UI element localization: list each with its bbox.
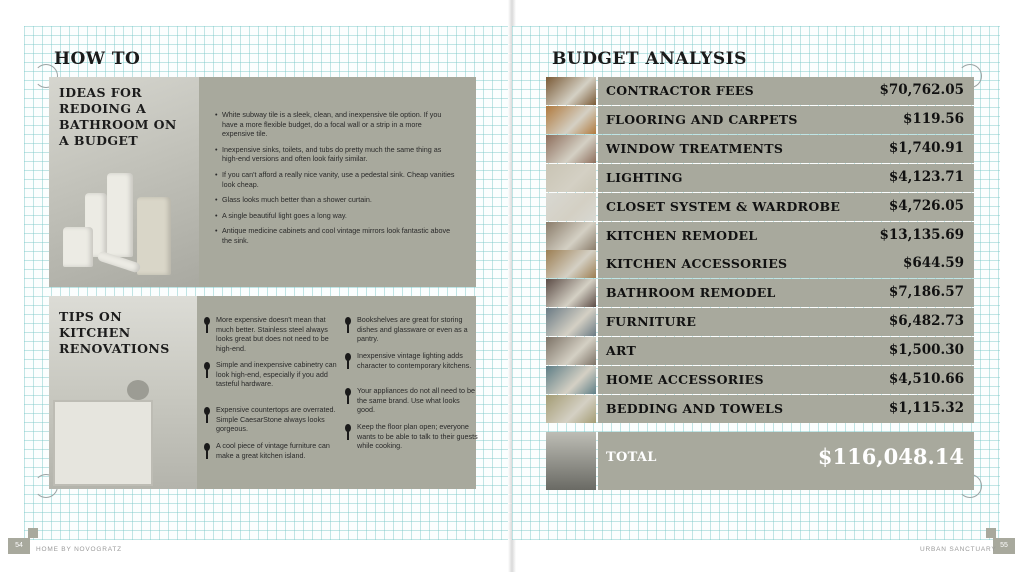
budget-bar [598,395,974,423]
bottle-image [137,197,171,275]
budget-thumbnail-image [546,337,596,365]
budget-bar [598,135,974,163]
total-label: TOTAL [606,450,657,465]
budget-thumbnail-image [546,279,596,307]
spoon-bullet-icon [345,317,351,333]
kitchen-panel [49,296,476,489]
budget-bar [598,279,974,307]
page-heading-how-to: HOW TO [54,49,141,69]
total-thumbnail-image [546,432,596,490]
budget-bar [598,222,974,250]
budget-item-amount: $4,726.05 [888,197,964,214]
budget-item-label: HOME ACCESSORIES [606,372,764,387]
budget-bar [598,77,974,105]
page-number-left: 54 [8,538,30,554]
budget-thumbnail-image [546,395,596,423]
bathroom-panel-title: IDEAS FOR REDOING A BATHROOM ON A BUDGET [59,85,177,148]
budget-item-label: KITCHEN ACCESSORIES [606,256,788,272]
budget-bar [598,193,974,221]
corner-square [28,528,38,538]
bathroom-bullet: • Inexpensive sinks, toilets, and tubs do pretty much the same thing as high-end versions and often look fairly similar. [215,145,455,164]
budget-row [546,77,974,105]
budget-item-amount: $1,500.30 [888,342,964,359]
budget-bar [598,308,974,336]
bathroom-bullet: • White subway tile is a sleek, clean, and inexpensive tile option. If you have a more flexible budget, do a focal wall or a strip in a more expensive tile. [215,110,455,139]
budget-row [546,337,974,365]
budget-bar [598,250,974,278]
spoon-bullet-icon [204,317,210,333]
budget-bar [598,366,974,394]
kitchen-tip: Inexpensive vintage lighting adds character to contemporary kitchens. [357,351,472,370]
budget-item-label: CONTRACTOR FEES [606,83,754,98]
plant-image [127,380,149,400]
budget-item-amount: $6,482.73 [888,313,964,330]
budget-row [546,164,974,192]
budget-row [546,308,974,336]
budget-item-amount: $13,135.69 [879,226,964,243]
budget-row [546,250,974,278]
footer-left: HOME BY NOVOGRATZ [36,546,122,553]
budget-thumbnail-image [546,193,596,221]
budget-item-amount: $644.59 [902,255,964,272]
budget-bar [598,106,974,134]
bottle-image [107,173,133,257]
bathroom-bullet: • Glass looks much better than a shower curtain. [215,195,455,205]
budget-thumbnail-image [546,164,596,192]
budget-item-label: KITCHEN REMODEL [606,227,758,243]
page-number-right: 55 [993,538,1015,554]
spoon-bullet-icon [204,443,210,459]
budget-item-label: FURNITURE [606,314,697,330]
budget-item-label: WINDOW TREATMENTS [606,140,784,156]
budget-item-amount: $4,510.66 [888,371,964,387]
budget-thumbnail-image [546,77,596,105]
budget-item-amount: $70,762.05 [879,82,964,98]
spoon-bullet-icon [345,353,351,369]
budget-thumbnail-image [546,366,596,394]
spoon-bullet-icon [345,388,351,404]
kitchen-tip: A cool piece of vintage furniture can make a great kitchen island. [216,441,330,460]
kitchen-tip: Simple and inexpensive cabinetry can look high-end, especially if you add tasteful hardware. [216,360,337,389]
spoon-bullet-icon [204,407,210,423]
bathroom-bullet-list [215,110,455,252]
budget-item-amount: $7,186.57 [888,284,964,301]
bathroom-bullet: • A single beautiful light goes a long way. [215,211,455,221]
budget-total-row [546,432,974,490]
spoon-bullet-icon [345,424,351,440]
footer-right: URBAN SANCTUARY [920,546,997,553]
page-heading-budget-analysis: BUDGET ANALYSIS [552,49,747,69]
bathroom-panel [49,77,476,287]
budget-row [546,279,974,307]
budget-item-label: BEDDING AND TOWELS [606,400,784,416]
kitchen-panel-title: TIPS ON KITCHEN RENOVATIONS [59,309,170,356]
budget-row [546,366,974,394]
budget-thumbnail-image [546,250,596,278]
kitchen-tip: Bookshelves are great for storing dishes and glassware or even as a pantry. [357,315,468,344]
budget-thumbnail-image [546,308,596,336]
budget-row [546,193,974,221]
budget-item-label: BATHROOM REMODEL [606,285,776,301]
bathroom-bullet: • If you can't afford a really nice vanity, use a pedestal sink. Cheap vanities look cheap. [215,170,455,189]
jar-image [63,227,93,267]
budget-bar [598,164,974,192]
budget-item-label: CLOSET SYSTEM & WARDROBE [606,198,841,214]
budget-row [546,106,974,134]
budget-thumbnail-image [546,222,596,250]
budget-item-label: ART [606,343,637,359]
budget-item-label: FLOORING AND CARPETS [606,111,798,127]
kitchen-tip: Expensive countertops are overrated. Simple CaesarStone always looks gorgeous. [216,405,336,434]
spoon-bullet-icon [204,362,210,378]
budget-item-amount: $119.56 [902,110,964,127]
corner-square [986,528,996,538]
budget-row [546,135,974,163]
budget-row [546,222,974,250]
total-bar [598,432,974,490]
budget-bar [598,337,974,365]
budget-thumbnail-image [546,135,596,163]
total-amount: $116,048.14 [817,444,964,469]
budget-item-amount: $1,740.91 [888,139,964,156]
kitchen-island-image [53,400,153,486]
budget-item-amount: $1,115.32 [888,399,964,416]
budget-row [546,395,974,423]
budget-thumbnail-image [546,106,596,134]
kitchen-tip: Keep the floor plan open; everyone wants to be able to talk to their guests while cooking. [357,422,478,451]
budget-item-label: LIGHTING [606,169,683,185]
kitchen-tip: Your appliances do not all need to be the same brand. Use what looks good. [357,386,476,415]
kitchen-tip: More expensive doesn't mean that much better. Stainless steel always looks great but does not need to be high-end. [216,315,329,353]
budget-item-amount: $4,123.71 [888,168,964,185]
bathroom-bullet: • Antique medicine cabinets and cool vintage mirrors look fantastic above the sink. [215,226,455,245]
